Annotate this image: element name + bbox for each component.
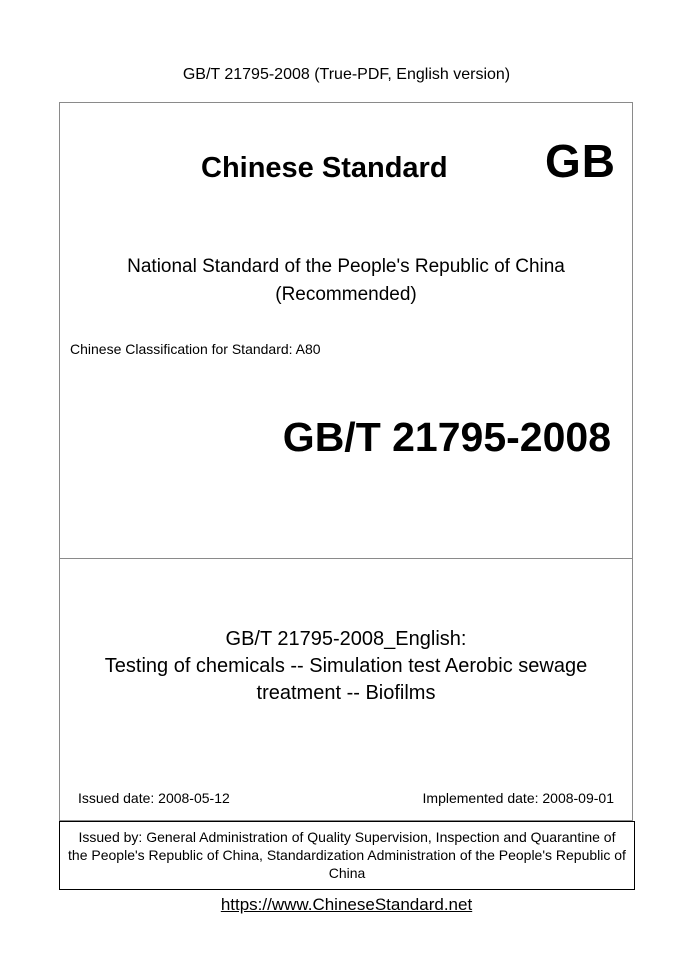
classification-text: Chinese Classification for Standard: A80 (70, 341, 321, 357)
implemented-date: Implemented date: 2008-09-01 (422, 790, 614, 806)
national-line-1: National Standard of the People's Republic of China (127, 256, 565, 277)
title-line-3: treatment -- Biofilms (256, 682, 436, 704)
document-header: GB/T 21795-2008 (True-PDF, English version) (182, 66, 511, 83)
title-line-2: Testing of chemicals -- Simulation test Aerobic sewage (104, 655, 588, 677)
website-link[interactable]: https://www.ChineseStandard.net (220, 895, 473, 914)
document-title (59, 626, 633, 707)
issuer-box (59, 821, 635, 890)
issuer-line-3: China (328, 865, 366, 881)
website-footer (0, 895, 693, 915)
gb-mark: GB (545, 135, 616, 187)
issued-date: Issued date: 2008-05-12 (78, 790, 230, 806)
chinese-standard-heading: Chinese Standard (201, 152, 448, 184)
national-line-2: (Recommended) (275, 284, 417, 305)
title-line-1: GB/T 21795-2008_English: (225, 628, 467, 650)
issuer-line-2: the People's Republic of China, Standardization Administration of the People's Republic of (68, 847, 626, 863)
standard-number: GB/T 21795-2008 (282, 414, 611, 460)
national-standard-text (59, 253, 633, 309)
issuer-line-1: Issued by: General Administration of Quality Supervision, Inspection and Quarantine of (78, 829, 616, 845)
